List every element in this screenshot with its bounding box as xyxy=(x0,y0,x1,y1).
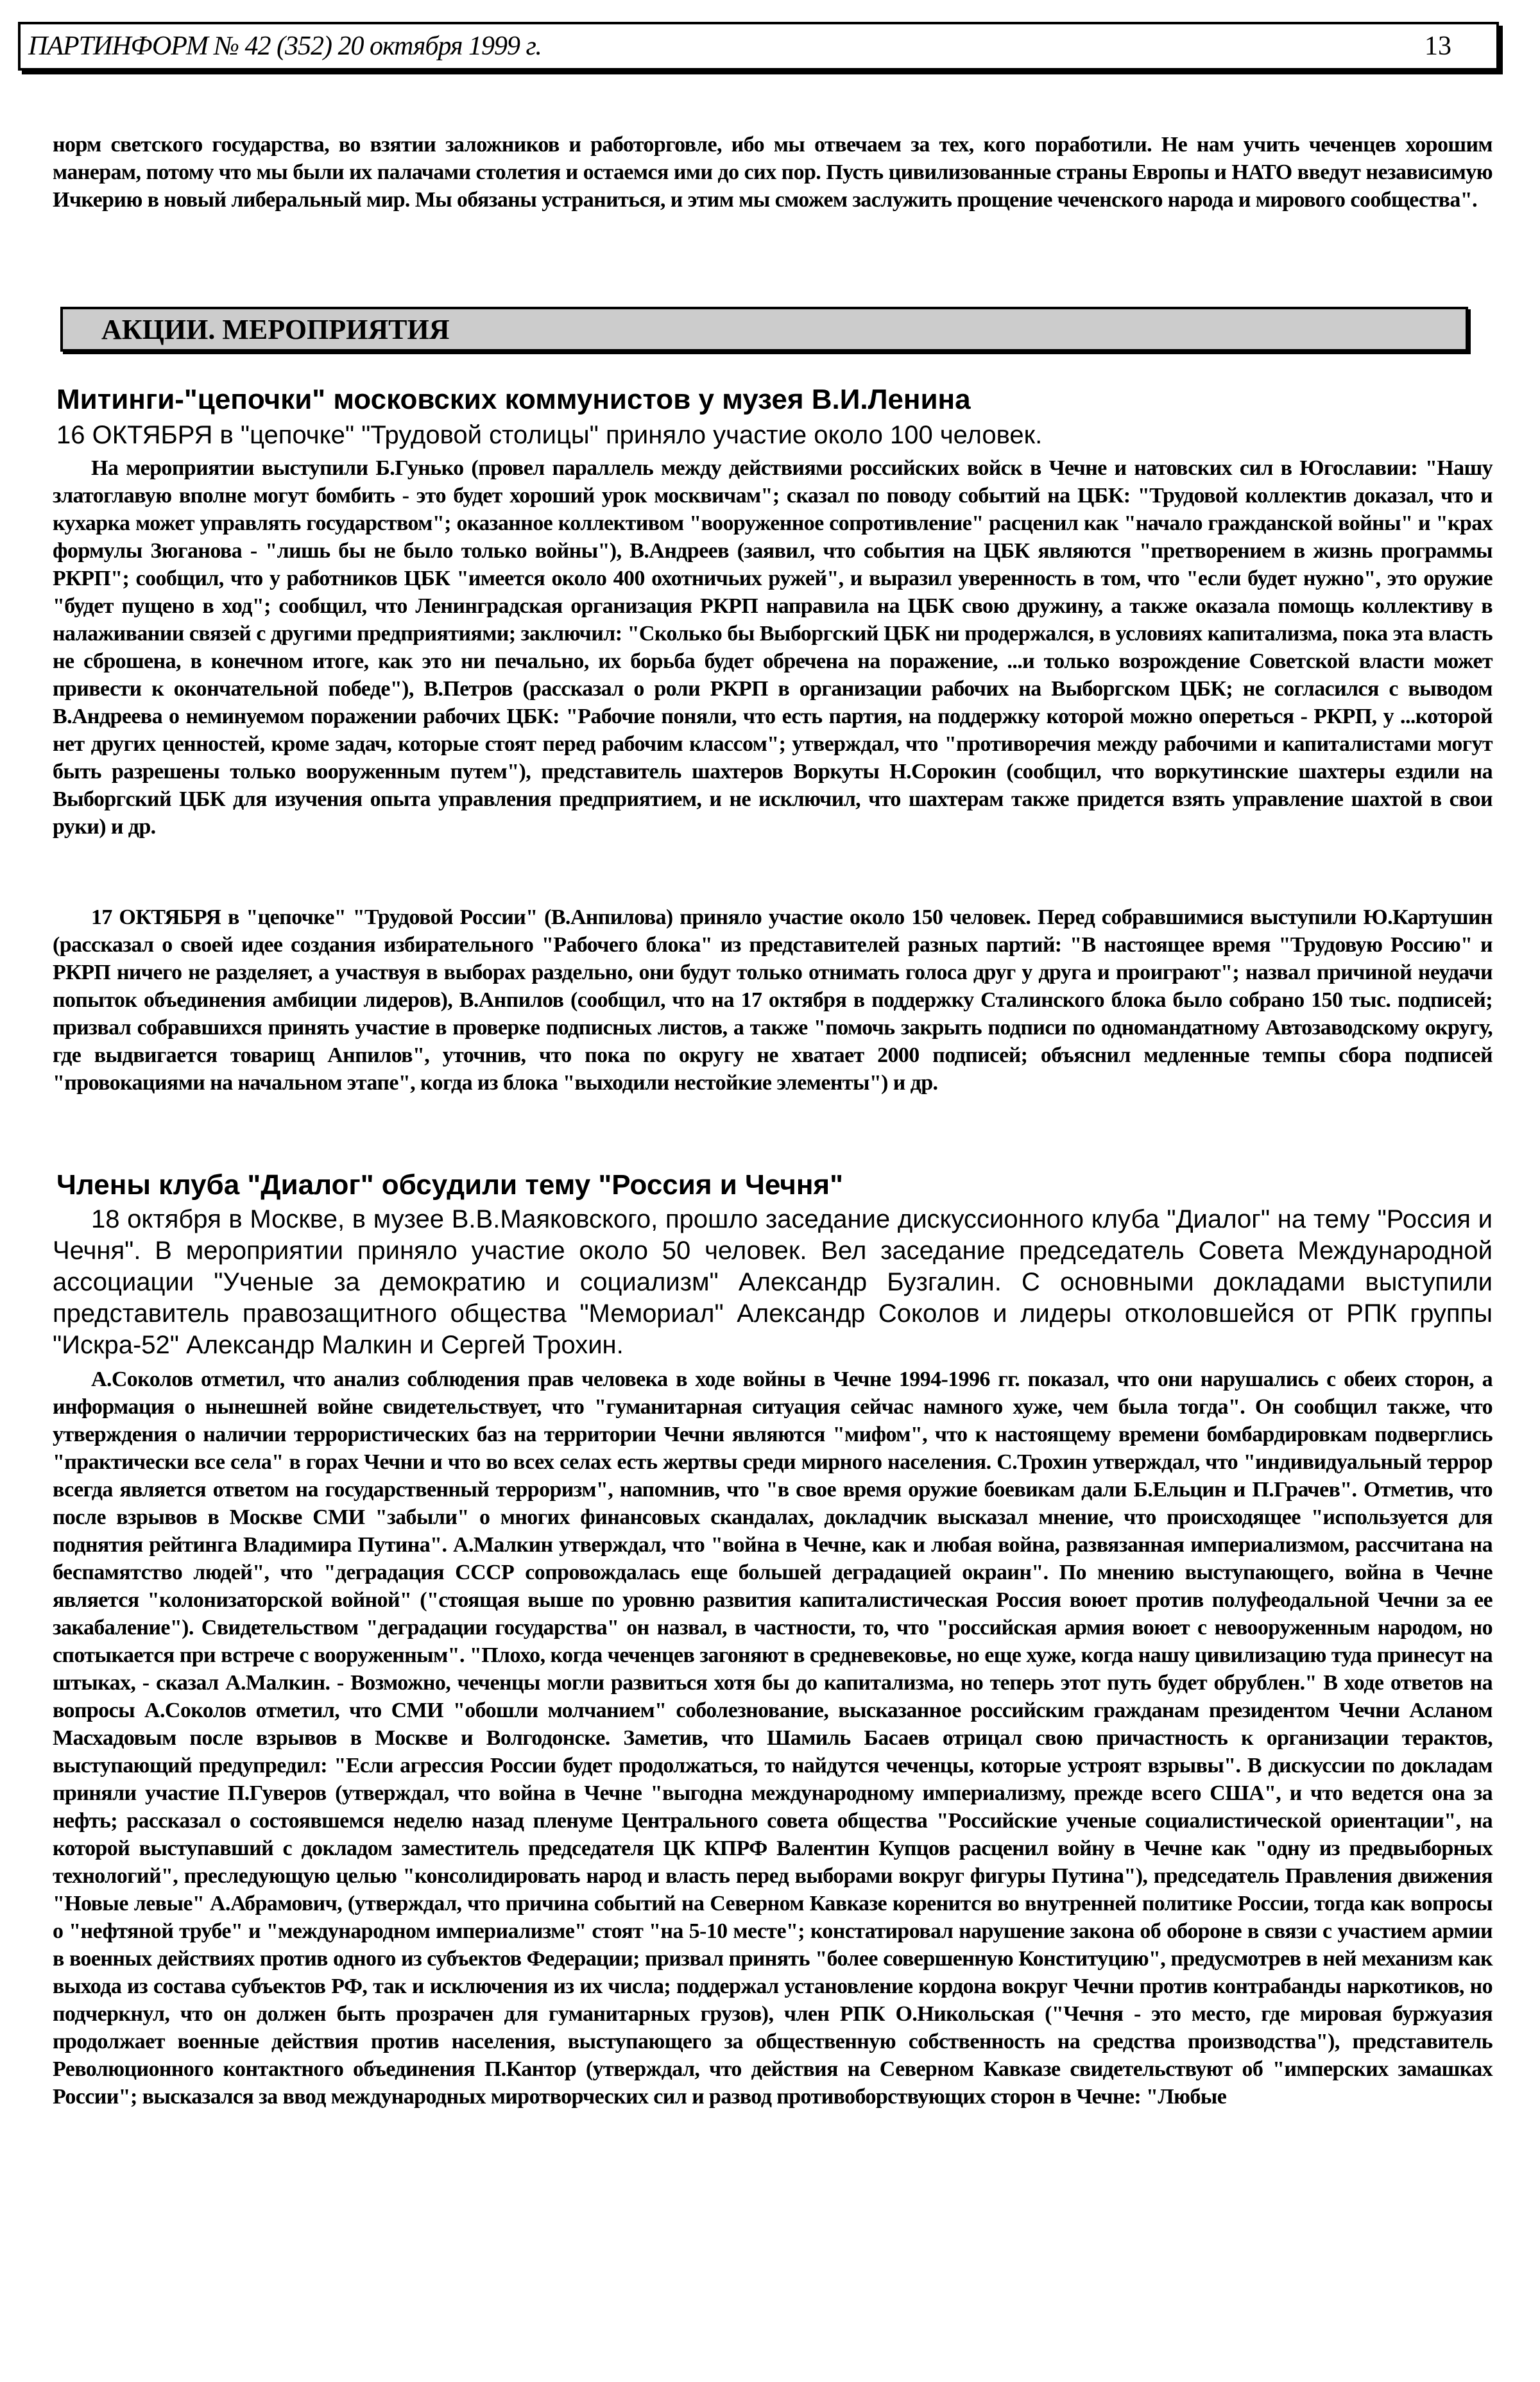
article1-paragraph-1: На мероприятии выступили Б.Гунько (провел параллель между действиями российских войск в Чечне и натовских сил в Югославии: "Нашу златоглавую вполне могут бомбить - это будет хороший урок москвичам"; сказал по поводу событий на ЦБК: "Трудовой коллектив доказал, что и кухарка может управлять государством"; оказанное коллективом "вооруженное сопротивление" расценил как "начало гражданской войны" и "крах формулы Зюганова - "лишь бы не было только войны"), В.Андреев (заявил, что события на ЦБК являются "претворением в жизнь программы РКРП"; сообщил, что у работников ЦБК "имеется около 400 охотничьих ружей", и выразил уверенность в том, что "если будет нужно", это оружие "будет пущено в ход"; сообщил, что Ленинградская организация РКРП направила на ЦБК свою дружину, а также оказала помощь коллективу в налаживании связей с другими предприятиями; заключил: "Сколько бы Выборгский ЦБК ни продержался, в условиях капитализма, пока эта власть не сброшена, в конечном итоге, как это ни печально, их борьба будет обречена на поражение, ...и только возрождение Советской власти может привести к окончательной победе"), В.Петров (рассказал о роли РКРП в организации рабочих на Выборгском ЦБК; не согласился с выводом В.Андреева о неминуемом поражении рабочих ЦБК: "Рабочие поняли, что есть партия, на поддержку которой можно опереться - РКРП, у ...которой нет других ценностей, кроме задач, которые стоят перед рабочим классом"; утверждал, что "противоречия между рабочими и капиталистами могут быть разрешены только вооруженным путем"), представитель шахтеров Воркуты Н.Сорокин (сообщил, что воркутинские шахтеры ездили на Выборгский ЦБК для изучения опыта управления предприятием, и не исключил, что шахтерам также придется взять управление шахтой в свои руки) и др. xyxy=(53,456,1493,839)
article2-lead: 18 октября в Москве, в музее В.В.Маяковского, прошло заседание дискуссионного клуба "Диалог" на тему "Россия и Чечня". В мероприятии приняло участие около 50 человек. Вел заседание председатель Совета Международной ассоциации "Ученые за демократию и социализм" Александр Бузгалин. С основными докладами выступили представитель правозащитного общества "Мемориал" Александр Соколов и лидеры отколовшейся от РПК группы "Искра-52" Александр Малкин и Сергей Трохин. xyxy=(53,1205,1493,1359)
article1-paragraph-2: 17 ОКТЯБРЯ в "цепочке" "Трудовой России" (В.Анпилова) приняло участие около 150 человек. Перед собравшимися выступили Ю.Картушин (рассказал о своей идее создания избирательного "Рабочего блока" из представителей разных партий: "В настоящее время "Трудовую Россию" и РКРП ничего не разделяет, а участвуя в выборах раздельно, они будут только отнимать голоса друг у друга и проиграют"; назвал причиной неудачи попыток объединения амбиции лидеров), В.Анпилов (сообщил, что на 17 октября в поддержку Сталинского блока было собрано 150 тыс. подписей; призвал собравшихся принять участие в проверке подписных листов, а также "помочь закрыть подписи по одномандатному Автозаводскому округу, где выдвигается товарищ Анпилов", уточнив, что пока по округу не хватает 2000 подписей; объяснил медленные темпы сбора подписей "провокациями на начальном этапе", когда из блока "выходили нестойкие элементы") и др. xyxy=(53,905,1493,1095)
intro-paragraph: норм светского государства, во взятии заложников и работорговле, ибо мы отвечаем за тех, кого поработили. Не нам учить чеченцев хорошим манерам, потому что мы были их палачами столетия и остаемся ими до сих пор. Пусть цивилизованные страны Европы и НАТО введут независимую Ичкерию в новый либеральный мир. Мы обязаны устраниться, и этим мы сможем заслужить прощение чеченского народа и мирового сообщества". xyxy=(53,133,1493,212)
article2-title: Члены клуба "Диалог" обсудили тему "Россия и Чечня" xyxy=(56,1169,843,1201)
section-header xyxy=(60,307,1468,352)
article1-title: Митинги-"цепочки" московских коммунистов у музея В.И.Ленина xyxy=(56,384,971,415)
article2-paragraph: А.Соколов отметил, что анализ соблюдения прав человека в ходе войны в Чечне 1994-1996 гг. показал, что они нарушались с обеих сторон, а информация о нынешней войне свидетельствует, что "гуманитарная ситуация сейчас намного хуже, чем была тогда". Он сообщил также, что утверждения о наличии террористических баз на территории Чечни являются "мифом", что к настоящему времени бомбардировкам подверглись "практически все села" в горах Чечни и что во всех селах есть жертвы среди мирного населения. С.Трохин утверждал, что "индивидуальный террор всегда является ответом на государственный терроризм", напомнив, что "в свое время оружие боевикам дали Б.Ельцин и П.Грачев". Отметив, что после взрывов в Москве СМИ "забыли" о многих финансовых скандалах, докладчик высказал мнение, что происходящее "используется для поднятия рейтинга Владимира Путина". А.Малкин утверждал, что "война в Чечне, как и любая война, развязанная империализмом, рассчитана на беспамятство людей", что "деградация СССР сопровождалась еще большей деградацией окраин". По мнению выступающего, война в Чечне является "колонизаторской войной" ("стоящая выше по уровню развития капиталистическая Россия воюет против полуфеодальной Чечни за ее закабаление"). Свидетельством "деградации государства" он назвал, в частности, то, что "российская армия воюет с невооруженным народом, но спотыкается при встрече с вооруженным". "Плохо, когда чеченцев загоняют в средневековье, но еще хуже, когда нашу цивилизацию туда принесут на штыках, - сказал А.Малкин. - Возможно, чеченцы могли развиться хотя бы до капитализма, но теперь этот путь будет обрублен." В ходе ответов на вопросы А.Соколов отметил, что СМИ "обошли молчанием" соболезнование, высказанное российским гражданам президентом Чечни Асланом Масхадовым после взрывов в Москве и Волгодонске. Заметив, что Шамиль Басаев отрицал свою причастность к организации терактов, выступающий предупредил: "Если агрессия России будет продолжаться, то найдутся чеченцы, которые устроят взрывы". В дискуссии по докладам приняли участие П.Гуверов (утверждал, что война в Чечне "выгодна международному империализму, прежде всего США", и что ведется она за нефть; рассказал о состоявшемся неделю назад пленуме Центрального совета общества "Российские ученые социалистической ориентации", на которой выступавший с докладом заместитель председателя ЦК КПРФ Валентин Купцов расценил войну в Чечне как "одну из предвыборных технологий", преследующую целью "консолидировать народ и власть перед выборами вокруг фигуры Путина"), председатель Правления движения "Новые левые" А.Абрамович, (утверждал, что причина событий на Северном Кавказе коренится во внутренней политике России, тогда как вопросы о "нефтяной трубе" и "международном империализме" стоят "на 5-10 месте"; констатировал нарушение закона об обороне в связи с участием армии в военных действиях против одного из субъектов Федерации; призвал принять "более совершенную Конституцию", предусмотрев в ней механизм как выхода из состава субъектов РФ, так и исключения из их числа; поддержал установление кордона вокруг Чечни против контрабанды наркотиков, но подчеркнул, что он должен быть прозрачен для гуманитарных грузов), член РПК О.Никольская ("Чечня - это место, где мировая буржуазия продолжает военные действия против населения, выступающего за общественную собственность на средства производства"), представитель Революционного контактного объединения П.Кантор (утверждал, что действия на Северном Кавказе свидетельствуют об "имперских замашках России"; высказался за ввод международных миротворческих сил и развод противоборствующих сторон в Чечне: "Любые xyxy=(53,1367,1493,2109)
section-label: АКЦИИ. МЕРОПРИЯТИЯ xyxy=(101,314,450,345)
article1-lead: 16 ОКТЯБРЯ в "цепочке" "Трудовой столицы" приняло участие около 100 человек. xyxy=(56,421,1043,449)
page-number: 13 xyxy=(1425,31,1451,61)
publication-title: ПАРТИНФОРМ № 42 (352) 20 октября 1999 г. xyxy=(28,31,542,61)
page-header xyxy=(18,22,1499,71)
